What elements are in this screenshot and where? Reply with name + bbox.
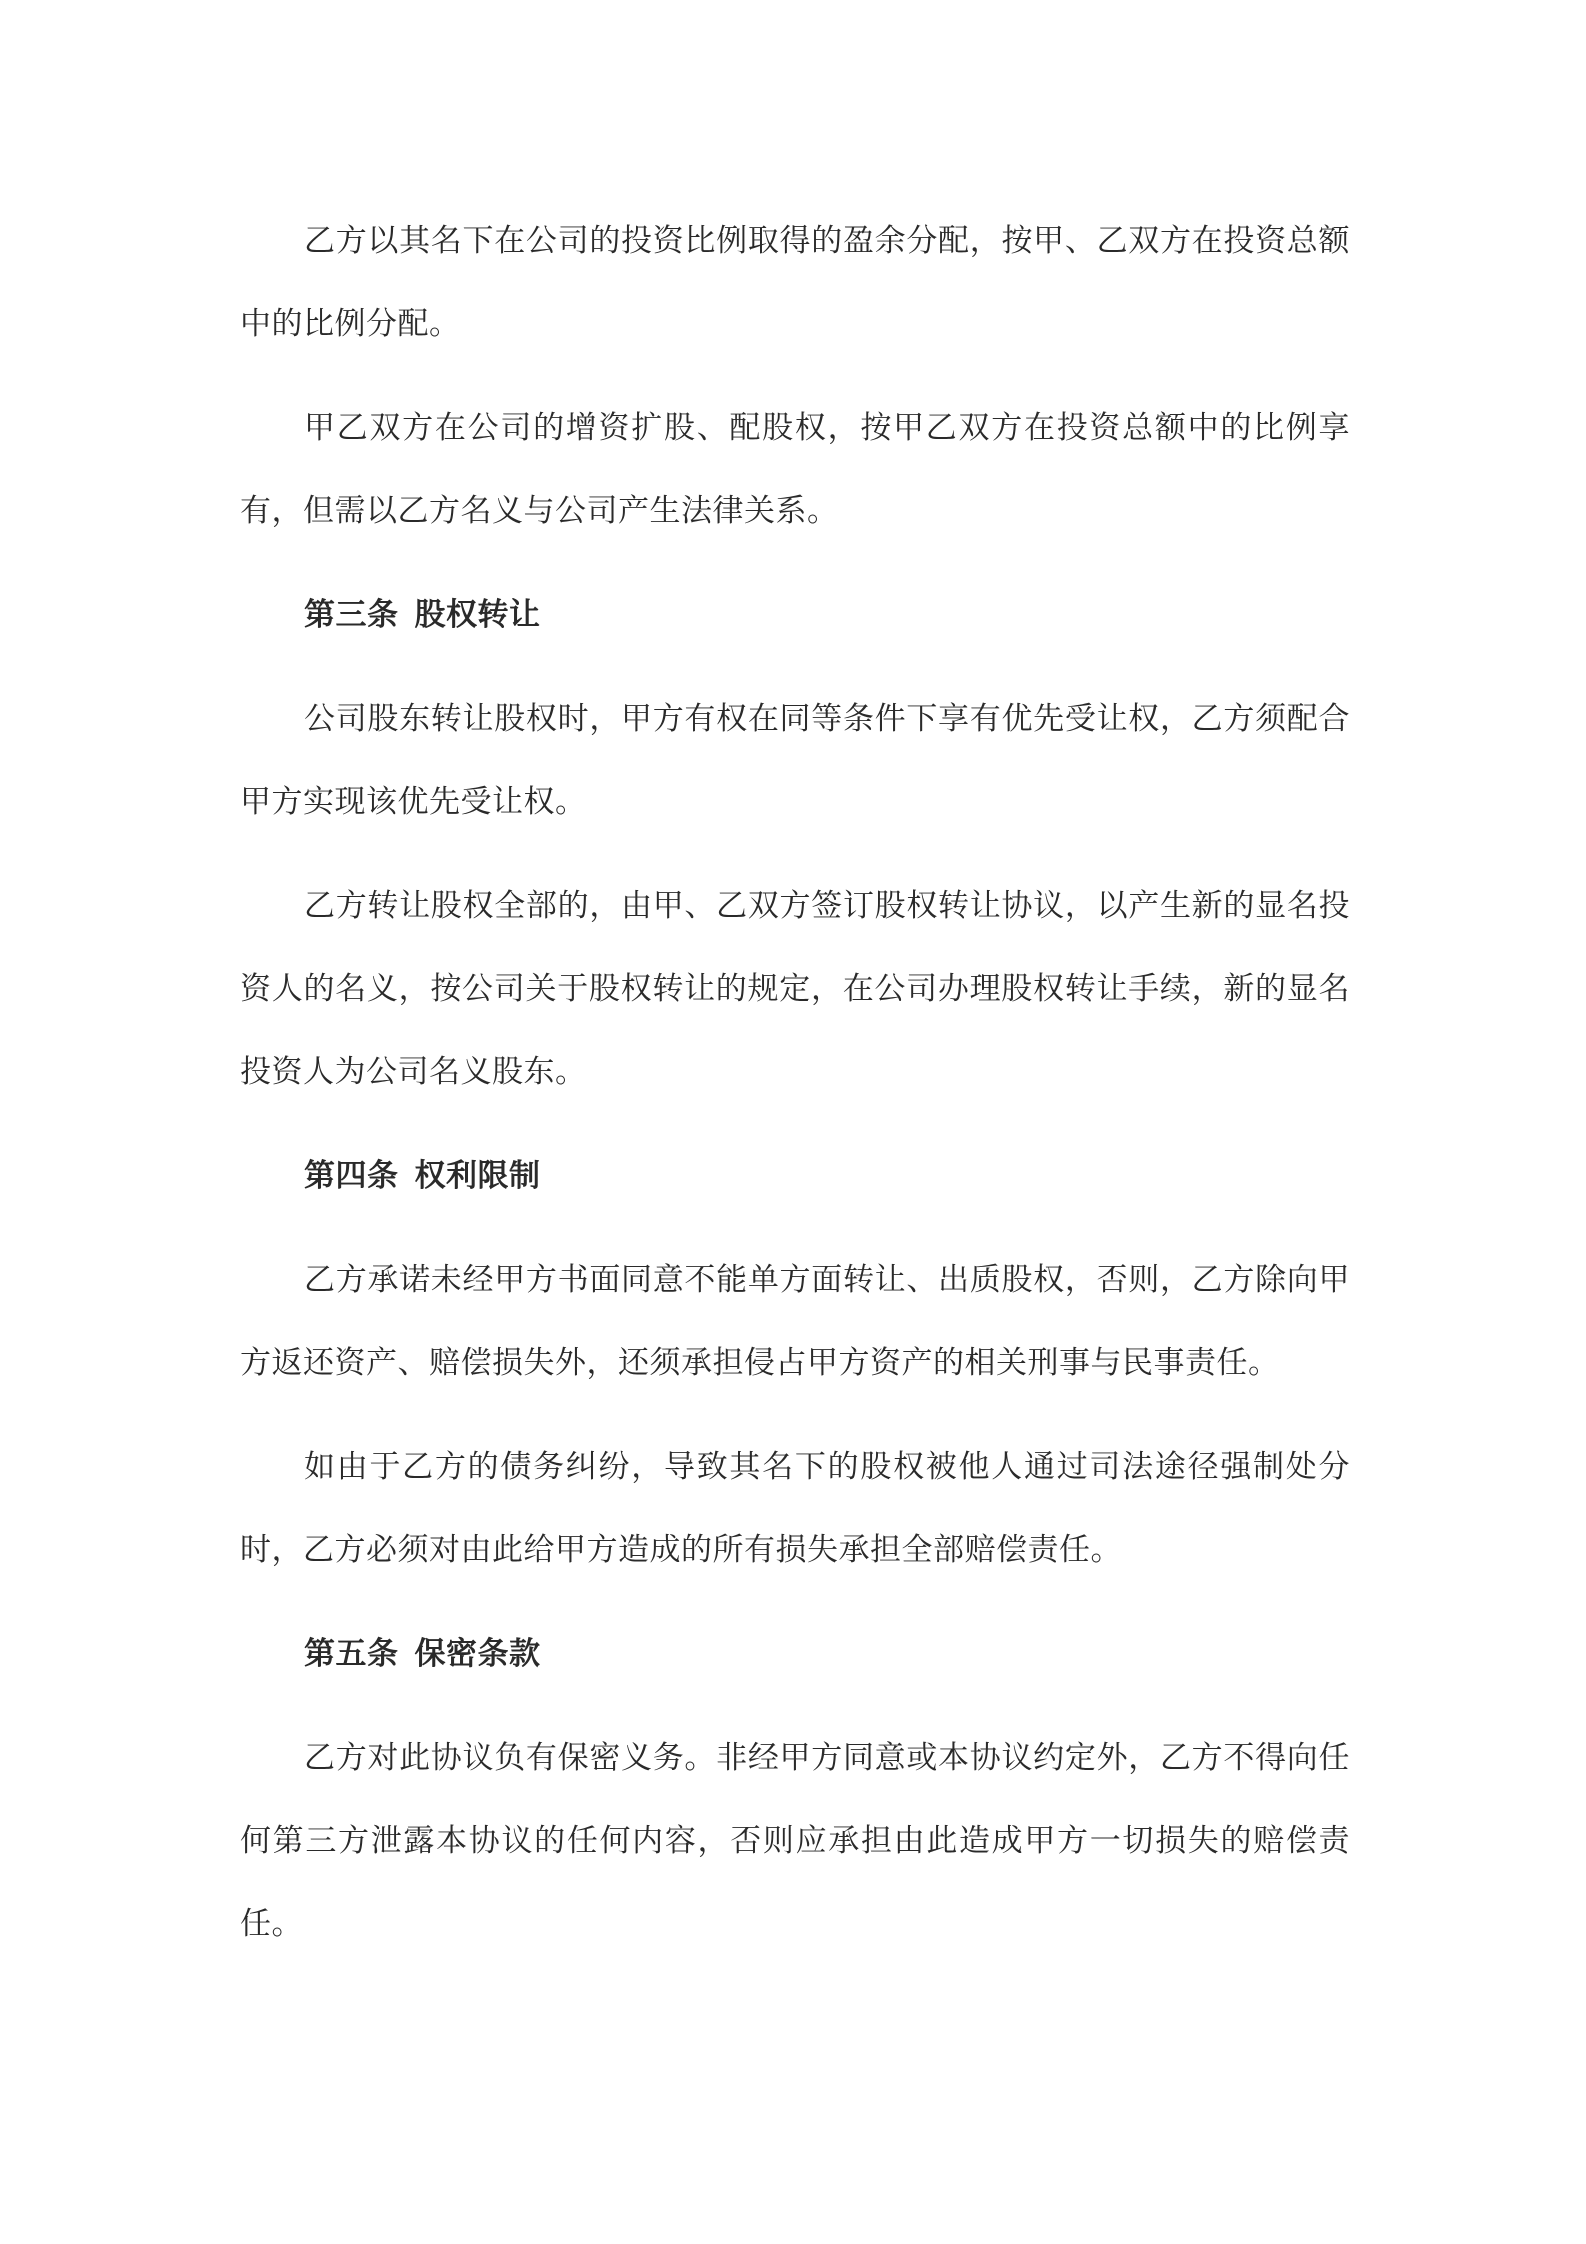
section-heading-article-5 bbox=[240, 1613, 1350, 1696]
paragraph-transfer-restriction: 乙方承诺未经甲方书面同意不能单方面转让、出质股权，否则，乙方除向甲方返还资产、赔偿损失外，还须承担侵占甲方资产的相关刑事与民事责任。 bbox=[240, 1262, 1350, 1381]
article-number: 第五条 bbox=[304, 1636, 399, 1672]
paragraph-capital-increase: 甲乙双方在公司的增资扩股、配股权，按甲乙双方在投资总额中的比例享有，但需以乙方名义与公司产生法律关系。 bbox=[240, 410, 1350, 529]
article-title: 股权转让 bbox=[414, 597, 541, 633]
article-title: 权利限制 bbox=[414, 1158, 541, 1194]
article-number: 第四条 bbox=[304, 1158, 399, 1194]
section-heading-article-3 bbox=[240, 574, 1350, 657]
section-heading-article-4 bbox=[240, 1135, 1350, 1218]
paragraph-debt-dispute: 如由于乙方的债务纠纷，导致其名下的股权被他人通过司法途径强制处分时，乙方必须对由此给甲方造成的所有损失承担全部赔偿责任。 bbox=[240, 1449, 1350, 1568]
article-title: 保密条款 bbox=[414, 1636, 541, 1672]
article-number: 第三条 bbox=[304, 597, 399, 633]
paragraph-full-transfer: 乙方转让股权全部的，由甲、乙双方签订股权转让协议，以产生新的显名投资人的名义，按公司关于股权转让的规定，在公司办理股权转让手续，新的显名投资人为公司名义股东。 bbox=[240, 888, 1350, 1090]
paragraph-confidentiality: 乙方对此协议负有保密义务。非经甲方同意或本协议约定外，乙方不得向任何第三方泄露本协议的任何内容，否则应承担由此造成甲方一切损失的赔偿责任。 bbox=[240, 1740, 1350, 1942]
paragraph-preemptive-right: 公司股东转让股权时，甲方有权在同等条件下享有优先受让权，乙方须配合甲方实现该优先受让权。 bbox=[240, 701, 1350, 820]
document-page bbox=[240, 200, 1350, 1966]
paragraph-profit-distribution: 乙方以其名下在公司的投资比例取得的盈余分配，按甲、乙双方在投资总额中的比例分配。 bbox=[240, 223, 1350, 342]
